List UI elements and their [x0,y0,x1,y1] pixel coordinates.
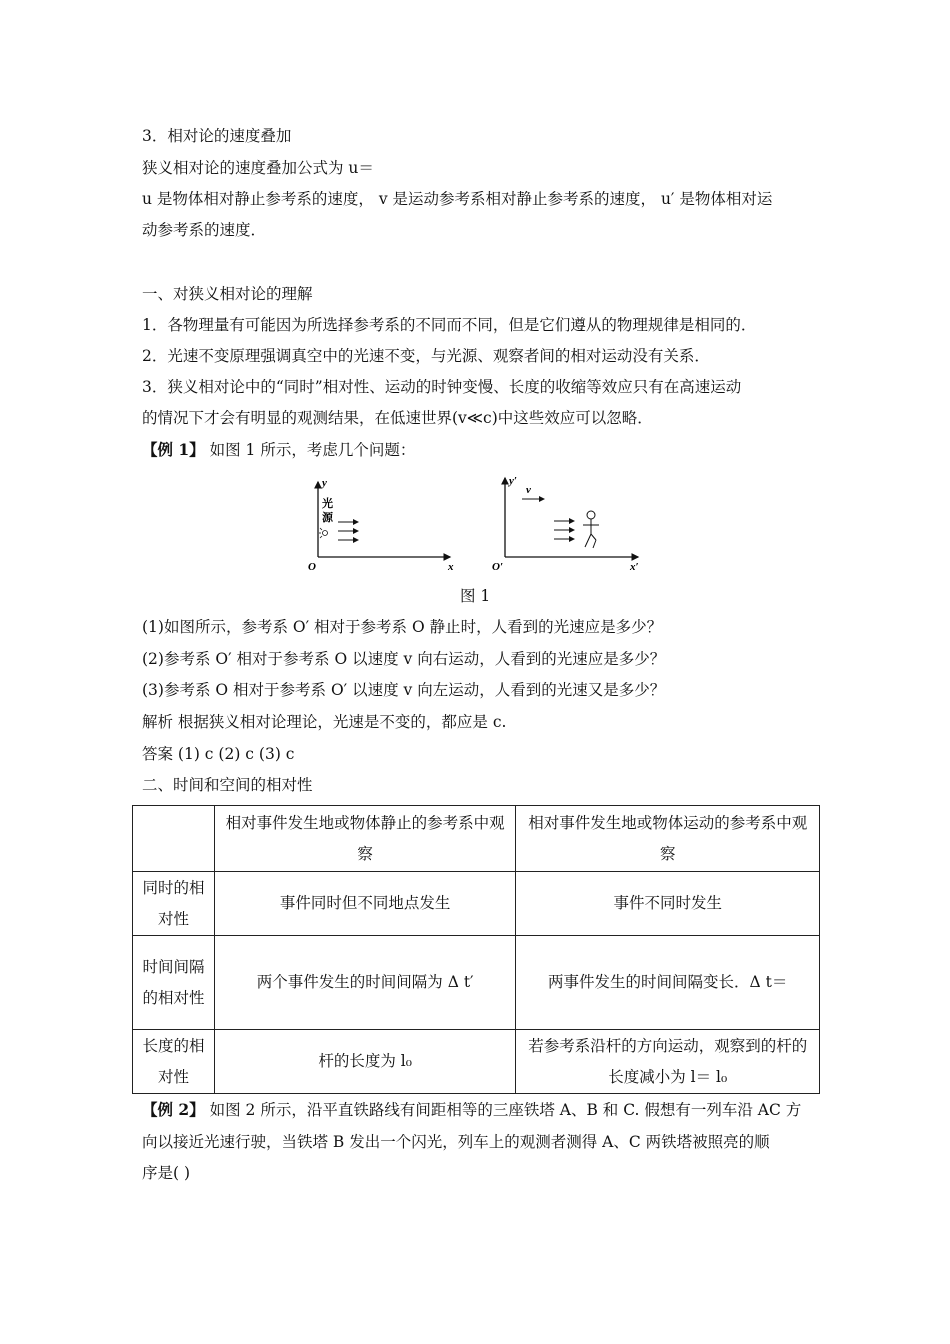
light-source-label-2: 源 [322,511,333,524]
table-row [133,936,820,1030]
example1-answer: 答案 (1) c (2) c (3) c [142,745,295,763]
left-origin-label: O [308,561,316,573]
example1-question-1: (1)如图所示，参考系 O′ 相对于参考系 O 静止时，人看到的光速应是多少？ [142,618,663,636]
right-y-label: y′ [509,475,517,487]
table-header-row [133,806,820,872]
velocity-label: v [526,484,531,496]
part1-item-1: 1．各物理量有可能因为所选择参考系的不同而不同，但是它们遵从的物理规律是相同的． [142,316,757,334]
frame-o-axes [318,482,450,557]
observer-person-icon [583,511,599,548]
table-row [133,872,820,936]
velocity-formula-line: 狭义相对论的速度叠加公式为 u＝ [142,159,374,177]
example1-question-2: (2)参考系 O′ 相对于参考系 O 以速度 v 向右运动，人看到的光速应是多少？ [142,650,666,668]
figure-1-caption: 图 1 [460,587,491,605]
table-header-static: 相对事件发生地或物体静止的参考系中观察 [214,806,516,872]
example1-label: 【例 1】 [142,440,205,459]
row-label-simultaneity: 同时的相对性 [133,872,215,936]
light-rays-left [338,522,358,540]
table-header-corner [133,806,215,872]
cell-static: 杆的长度为 l₀ [214,1030,516,1094]
part1-item-3-line-2: 的情况下才会有明显的观测结果，在低速世界(v≪c)中这些效应可以忽略． [142,409,653,427]
light-source-icon [319,528,328,538]
table-header-moving: 相对事件发生地或物体运动的参考系中观察 [516,806,820,872]
example2-line-3: 序是( ) [142,1164,191,1182]
example2-text: 如图 2 所示，沿平直铁路线有间距相等的三座铁塔 A、B 和 C. 假想有一列车沿 AC 方 [204,1101,802,1119]
velocity-desc-line-1: u 是物体相对静止参考系的速度， v 是运动参考系相对静止参考系的速度， u′ 是物体相对运 [142,190,773,208]
example2-line-1 [142,1100,801,1120]
right-origin-label: O′ [492,561,504,573]
relativity-table [132,805,820,1094]
left-x-label: x [448,561,454,573]
cell-moving: 两事件发生的时间间隔变长．Δ t＝ [516,936,820,1030]
part2-title: 二、时间和空间的相对性 [142,776,313,794]
right-x-label: x′ [630,561,639,573]
example1-analysis: 解析 根据狭义相对论理论，光速是不变的，都应是 c. [142,713,507,731]
row-label-length: 长度的相对性 [133,1030,215,1094]
cell-static: 两个事件发生的时间间隔为 Δ t′ [214,936,516,1030]
row-label-time-interval: 时间间隔的相对性 [133,936,215,1030]
section-3-title: 3．相对论的速度叠加 [142,127,292,145]
example1-stem [142,440,415,460]
figure-1 [300,472,650,580]
cell-moving: 若参考系沿杆的方向运动，观察到的杆的长度减小为 l＝ l₀ [516,1030,820,1094]
example2-line-2: 向以接近光速行驶，当铁塔 B 发出一个闪光，列车上的观测者测得 A、C 两铁塔被照亮的顺 [142,1133,770,1151]
cell-static: 事件同时但不同地点发生 [214,872,516,936]
cell-moving: 事件不同时发生 [516,872,820,936]
table-row [133,1030,820,1094]
part1-item-3-line-1: 3．狭义相对论中的“同时”相对性、运动的时钟变慢、长度的收缩等效应只有在高速运动 [142,378,742,396]
left-y-label: y [322,477,327,489]
light-source-label-1: 光 [322,497,333,510]
example1-text: 如图 1 所示，考虑几个问题： [204,441,416,459]
light-rays-right [554,521,574,539]
example1-question-3: (3)参考系 O 相对于参考系 O′ 以速度 v 向左运动，人看到的光速又是多少？ [142,681,666,699]
frame-o-prime-axes [505,478,638,557]
velocity-desc-line-2: 动参考系的速度． [142,221,267,239]
part1-title: 一、对狭义相对论的理解 [142,285,313,303]
part1-item-2: 2．光速不变原理强调真空中的光速不变，与光源、观察者间的相对运动没有关系． [142,347,710,365]
example2-label: 【例 2】 [142,1100,205,1119]
